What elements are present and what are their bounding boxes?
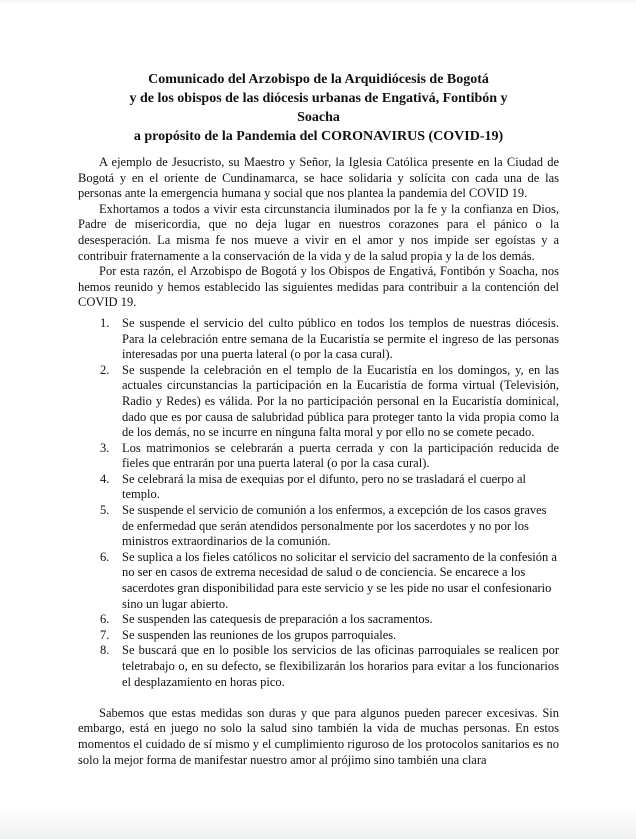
intro-paragraph-2: Exhortamos a todos a vivir esta circunstancia iluminados por la fe y la confianza en Dios, Padre de misericordia, que no deja lugar en nuestros corazones para el pánico o la desesperación. La misma fe nos mueve a vivir en el amor y nos impide ser egoístas y a contribuir fraternamente a la conservación de la vida y de la salud propia y la de los demás. — [78, 201, 559, 263]
measure-item — [78, 550, 559, 612]
measures-list — [78, 316, 559, 690]
measure-number: 5. — [100, 503, 110, 518]
measure-number: 4. — [100, 471, 110, 486]
measure-text: Se suspenden las reuniones de los grupos parroquiales. — [122, 627, 397, 642]
measure-item — [78, 363, 559, 441]
page-bottom-edge — [0, 807, 636, 839]
measure-item — [78, 612, 559, 628]
intro-paragraph-3: Por esta razón, el Arzobispo de Bogotá y los Obispos de Engativá, Fontibón y Soacha, nos hemos reunido y hemos establecido las siguientes medidas para contribuir a la contención del COVID 19. — [78, 264, 559, 310]
title-line-3: Soacha — [297, 110, 340, 125]
intro-section — [78, 155, 559, 311]
measure-number: 8. — [100, 643, 110, 658]
measure-item — [78, 503, 559, 550]
title-line-2: y de los obispos de las diócesis urbanas de Engativá, Fontibón y — [129, 91, 508, 106]
measure-text: Se buscará que en lo posible los servicios de las oficinas parroquiales se realicen por teletrabajo o, en su defecto, se flexibilizarán los horarios para evitar a los funcionarios el desplazamiento en horas pico. — [122, 643, 559, 689]
measure-text: Se suspenden las catequesis de preparación a los sacramentos. — [122, 612, 433, 627]
measure-number: 6. — [100, 549, 110, 564]
measure-number: 3. — [100, 440, 110, 455]
measure-text: Se suspende el servicio del culto público en todos los templos de nuestras diócesis. Para la celebración entre semana de la Eucaristía se permite el ingreso de las personas interesadas por una puerta lateral (o por la casa cural). — [122, 315, 559, 362]
measure-text: Se suspende el servicio de comunión a los enfermos, a excepción de los casos graves de enfermedad que serán atendidos personalmente por los sacerdotes y no por los ministros extraordinarios de la comunión. — [122, 503, 547, 549]
title-line-1: Comunicado del Arzobispo de la Arquidiócesis de Bogotá — [148, 72, 489, 87]
measure-item — [78, 643, 559, 690]
measure-item — [78, 441, 559, 472]
measure-item — [78, 316, 559, 363]
measure-item — [78, 628, 559, 644]
measure-text: Se suspende la celebración en el templo de la Eucaristía en los domingos, y, en las actuales circunstancias la participación en la Eucaristía de forma virtual (Televisión, Radio y Redes) es válida. Por la no participación personal en la Eucaristía dominical, dado que es por causa de salubridad pública para proteger tanto la vida propia como la de los demás, no se incurre en ninguna falta moral y por ello no se comete pecado. — [122, 362, 559, 440]
intro-paragraph-1: A ejemplo de Jesucristo, su Maestro y Señor, la Iglesia Católica presente en la Ciudad de Bogotá y en el oriente de Cundinamarca, se hace solidaria y solícita con cada una de las personas ante la emergencia humana y social que nos plantea la pandemia del COVID 19. — [78, 155, 559, 201]
measure-number: 7. — [100, 627, 110, 642]
measure-number: 1. — [100, 315, 110, 330]
measure-text: Se celebrará la misa de exequias por el difunto, pero no se trasladará el cuerpo al templo. — [122, 471, 526, 502]
title-line-4: a propósito de la Pandemia del CORONAVIRUS (COVID-19) — [133, 129, 504, 144]
closing-paragraph: Sabemos que estas medidas son duras y que para algunos pueden parecer excesivas. Sin embargo, está en juego no solo la salud sino también la vida de muchas personas. En estos momentos el cuidado de sí mismo y el cumplimiento riguroso de los protocolos sanitarios es no solo la mejor forma de manifestar nuestro amor al prójimo sino también una clara — [78, 705, 559, 767]
document-title — [78, 70, 559, 146]
measure-item — [78, 472, 559, 503]
measure-text: Los matrimonios se celebrarán a puerta cerrada y con la participación reducida de fieles que entrarán por una puerta lateral (o por la casa cural). — [122, 440, 559, 471]
page-top-edge — [0, 0, 636, 4]
measure-number: 6. — [100, 612, 110, 627]
measure-number: 2. — [100, 362, 110, 377]
measure-text: Se suplica a los fieles católicos no solicitar el servicio del sacramento de la confesión a no ser en casos de extrema necesidad de salud o de conciencia. Se encarece a los sacerdotes gran disponibilidad para este servicio y se les pide no usar el confesionario sino un lugar abierto. — [122, 549, 557, 611]
